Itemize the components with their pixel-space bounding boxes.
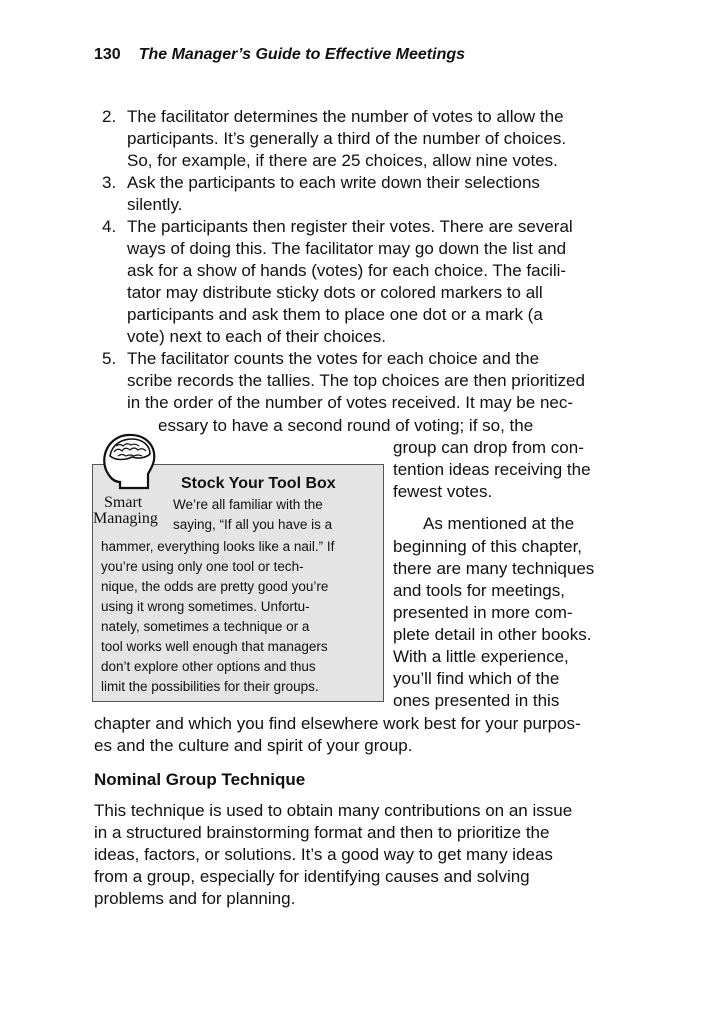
sidebar-line: tool works well enough that managers	[101, 639, 328, 654]
body-line: and tools for meetings,	[393, 581, 565, 600]
body-line: chapter and which you find elsewhere work best for your purpos-	[94, 714, 581, 733]
body-line: problems and for planning.	[94, 889, 296, 908]
sidebar-line: saying, “If all you have is a	[173, 517, 333, 532]
sidebar-title: Stock Your Tool Box	[181, 475, 336, 492]
list-number: 5.	[102, 349, 117, 368]
list-line: scribe records the tallies. The top choices are then prioritized	[127, 371, 585, 390]
sidebar-line: nique, the odds are pretty good you’re	[101, 579, 329, 594]
list-line: participants. It’s generally a third of the number of choices.	[127, 129, 567, 148]
list-line: The facilitator counts the votes for each choice and the	[127, 349, 540, 368]
list-line: So, for example, if there are 25 choices, allow nine votes.	[127, 151, 558, 170]
body-line: es and the culture and spirit of your group.	[94, 736, 413, 755]
sidebar-line: you’re using only one tool or tech-	[101, 559, 304, 574]
body-line: presented in more com-	[393, 603, 573, 622]
list-number: 4.	[102, 217, 117, 236]
list-line: ways of doing this. The facilitator may go down the list and	[127, 239, 567, 258]
list-number: 3.	[102, 173, 117, 192]
body-line: ideas, factors, or solutions. It’s a good way to get many ideas	[94, 845, 553, 864]
sidebar-line: using it wrong sometimes. Unfortu-	[101, 599, 310, 614]
body-line: from a group, especially for identifying causes and solving	[94, 867, 530, 886]
brain-label-top: Smart	[104, 494, 143, 511]
body-line: in a structured brainstorming format and then to prioritize the	[94, 823, 550, 842]
list-line: tator may distribute sticky dots or colored markers to all	[127, 283, 543, 302]
body-line: As mentioned at the	[423, 514, 575, 533]
sidebar-line: hammer, everything looks like a nail.” If	[101, 539, 335, 554]
body-line: there are many techniques	[393, 559, 595, 578]
list-line: in the order of the number of votes received. It may be nec-	[127, 393, 574, 412]
list-line: ask for a show of hands (votes) for each choice. The facili-	[127, 261, 567, 280]
list-line: vote) next to each of their choices.	[127, 327, 386, 346]
brain-label-bottom: Managing	[93, 510, 158, 527]
running-header	[94, 46, 465, 64]
body-line: ones presented in this	[393, 691, 560, 710]
brain-head-icon	[98, 430, 160, 492]
sidebar-line: We’re all familiar with the	[173, 497, 323, 512]
sidebar-line: limit the possibilities for their groups.	[101, 679, 319, 694]
body-line: beginning of this chapter,	[393, 537, 583, 556]
list-line: participants and ask them to place one dot or a mark (a	[127, 305, 543, 324]
body-line: With a little experience,	[393, 647, 569, 666]
body-line: This technique is used to obtain many contributions on an issue	[94, 801, 573, 820]
body-line: group can drop from con-	[393, 438, 584, 457]
body-line: tention ideas receiving the	[393, 460, 591, 479]
section-heading: Nominal Group Technique	[94, 770, 306, 789]
list-line: The facilitator determines the number of votes to allow the	[127, 107, 564, 126]
list-number: 2.	[102, 107, 117, 126]
body-line: fewest votes.	[393, 482, 493, 501]
book-title: The Manager’s Guide to Effective Meetings	[138, 46, 466, 63]
body-line: you’ll find which of the	[393, 669, 560, 688]
body-line: plete detail in other books.	[393, 625, 592, 644]
list-line: The participants then register their votes. There are several	[127, 217, 573, 236]
list-line: silently.	[127, 195, 183, 214]
sidebar-line: don’t explore other options and thus	[101, 659, 316, 674]
page-number: 130	[94, 46, 121, 63]
list-line: Ask the participants to each write down their selections	[127, 173, 540, 192]
sidebar-line: nately, sometimes a technique or a	[101, 619, 310, 634]
list-line: essary to have a second round of voting; if so, the	[158, 416, 534, 435]
